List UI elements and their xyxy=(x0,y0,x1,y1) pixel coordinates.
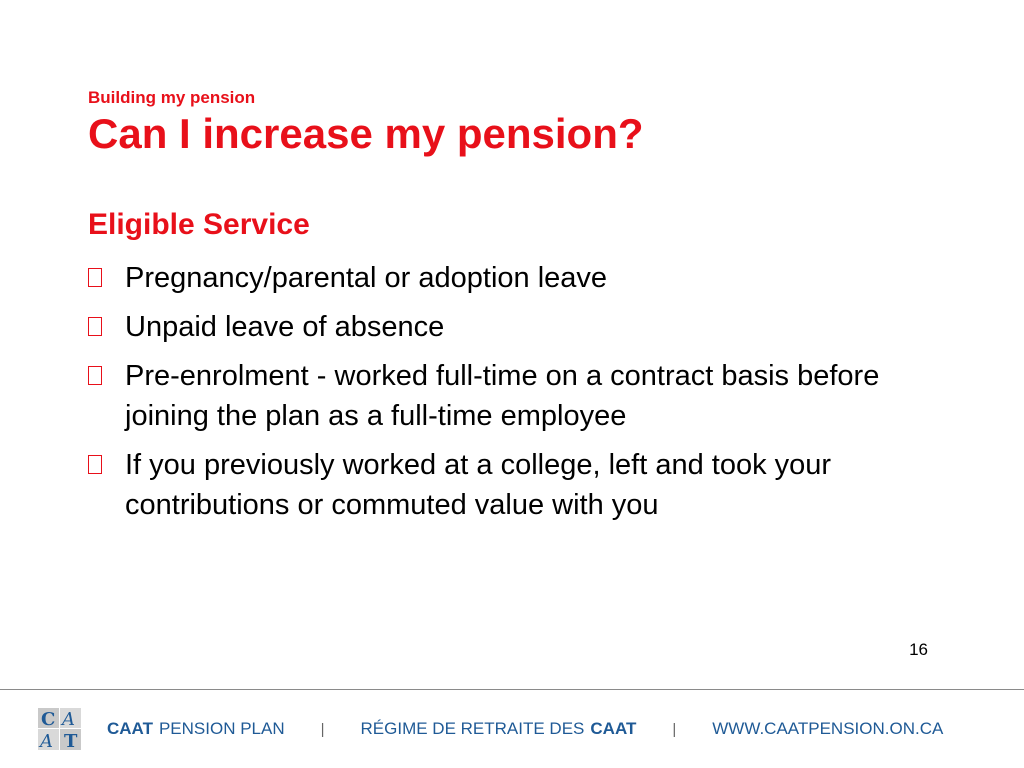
footer-separator: | xyxy=(320,720,325,738)
bullet-square-icon xyxy=(88,455,102,474)
footer-plan-rest: PENSION PLAN xyxy=(158,719,285,738)
slide-title: Can I increase my pension? xyxy=(88,110,644,157)
footer-bar xyxy=(107,716,987,742)
footer-separator: | xyxy=(672,720,677,738)
bullet-list xyxy=(88,258,948,534)
bullet-item xyxy=(88,356,948,436)
bullet-square-icon xyxy=(88,268,102,287)
bullet-text: If you previously worked at a college, left and took your contributions or commuted value with you xyxy=(125,449,832,521)
svg-text:A: A xyxy=(62,709,75,730)
svg-text:C: C xyxy=(41,709,56,730)
footer-plan-bold: CAAT xyxy=(107,719,153,738)
bullet-square-icon xyxy=(88,317,102,336)
footer-french-bold: CAAT xyxy=(590,719,637,738)
section-heading: Eligible Service xyxy=(88,208,310,241)
bullet-item xyxy=(88,445,948,525)
bullet-text: Unpaid leave of absence xyxy=(125,311,445,343)
page-number: 16 xyxy=(909,640,928,659)
footer-divider xyxy=(0,689,1024,690)
bullet-text: Pre-enrolment - worked full-time on a contract basis before joining the plan as a full-time employee xyxy=(125,360,880,432)
caat-logo-icon xyxy=(38,708,82,750)
svg-text:A: A xyxy=(40,731,53,750)
svg-text:T: T xyxy=(64,731,78,750)
bullet-text: Pregnancy/parental or adoption leave xyxy=(125,262,608,294)
slide-subtitle: Building my pension xyxy=(88,88,256,107)
bullet-item xyxy=(88,307,948,347)
bullet-item xyxy=(88,258,948,298)
footer-website-link[interactable]: WWW.CAATPENSION.ON.CA xyxy=(712,719,944,738)
footer-french-rest: RÉGIME DE RETRAITE DES xyxy=(360,719,585,738)
bullet-square-icon xyxy=(88,366,102,385)
